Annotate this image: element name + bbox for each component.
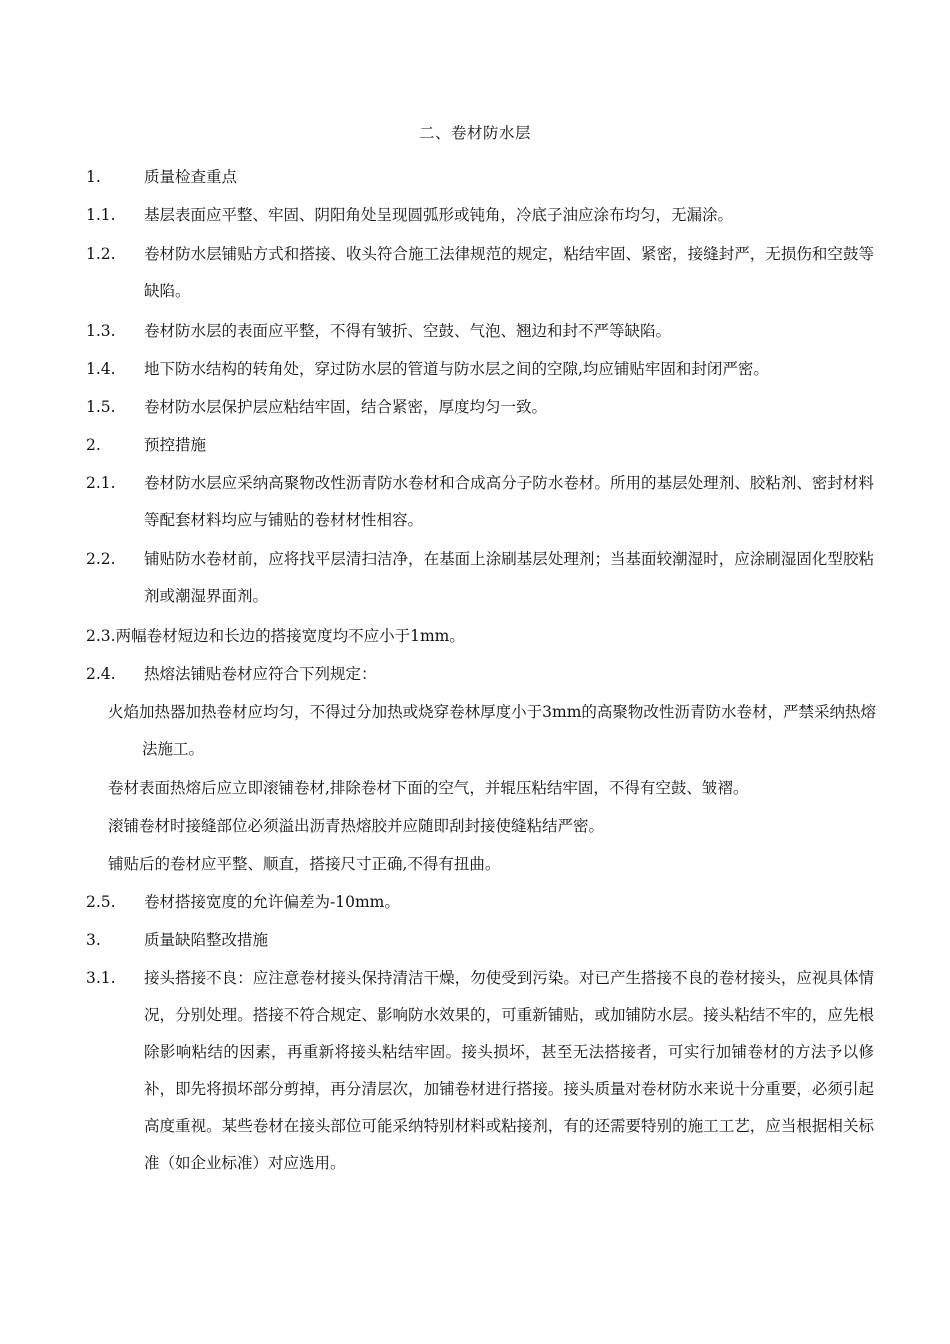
item-number: 2.2. [86, 550, 116, 568]
item-number: 1.5. [86, 398, 116, 416]
item-2-3 [86, 618, 876, 655]
item-text: 铺贴防水卷材前，应将找平层清扫洁净，在基面上涂刷基层处理剂；当基面较潮湿时，应涂刷湿固化型胶粘剂或潮湿界面剂。 [144, 550, 874, 605]
item-number: 1. [86, 168, 101, 186]
item-text: 卷材防水层铺贴方式和搭接、收头符合施工法律规范的规定，粘结牢固、紧密，接缝封严，无损伤和空鼓等缺陷。 [144, 245, 874, 300]
sub-paragraph-flatness: 铺贴后的卷材应平整、顺直，搭接尺寸正确,不得有扭曲。 [108, 855, 501, 873]
item-text: 基层表面应平整、牢固、阴阳角处呈现圆弧形或钝角，冷底子油应涂布均匀，无漏涂。 [144, 206, 734, 224]
section-title: 二、卷材防水层 [418, 124, 531, 142]
item-text: 卷材防水层的表面应平整，不得有皱折、空鼓、气泡、翘边和封不严等缺陷。 [144, 322, 672, 340]
sub-paragraph-rolling: 卷材表面热熔后应立即滚铺卷材,排除卷材下面的空气，并辊压粘结牢固，不得有空鼓、皱褶。 [108, 779, 749, 797]
item-number: 3.1. [86, 969, 116, 987]
sub-paragraph-flame-heating: 火焰加热器加热卷材应均匀，不得过分加热或烧穿卷林厚度小于3mm的高聚物改性沥青防水卷材，严禁采纳热熔法施工。 [108, 703, 876, 758]
item-text: 两幅卷材短边和长边的搭接宽度均不应小于1mm。 [115, 627, 465, 645]
item-number: 2. [86, 436, 101, 454]
item-number: 3. [86, 931, 101, 949]
item-number: 2.4. [86, 665, 116, 683]
item-number: 1.3. [86, 322, 116, 340]
item-text: 卷材防水层应采纳高聚物改性沥青防水卷材和合成高分子防水卷材。所用的基层处理剂、胶粘剂、密封材料等配套材料均应与铺贴的卷材材性相容。 [144, 474, 874, 529]
item-text: 卷材搭接宽度的允许偏差为-10mm。 [144, 893, 400, 911]
item-text: 预控措施 [144, 436, 207, 454]
item-number: 2.3. [86, 627, 116, 645]
item-number: 2.5. [86, 893, 116, 911]
item-text: 接头搭接不良：应注意卷材接头保持清洁干燥，勿使受到污染。对已产生搭接不良的卷材接头，应视具体情况，分别处理。搭接不符合规定、影响防水效果的，可重新铺贴，或加铺防水层。接头粘结不牢的，应先根除影响粘结的因素，再重新将接头粘结牢固。接头损坏，甚至无法搭接者，可实行加铺卷材的方法予以修补，即先将损坏部分剪掉，再分清层次，加铺卷材进行搭接。接头质量对卷材防水来说十分重要，必须引起高度重视。某些卷材在接头部位可能采纳特别材料或粘接剂，有的还需要特别的施工工艺，应当根据相关标准（如企业标准）对应选用。 [144, 969, 874, 1172]
item-text: 卷材防水层保护层应粘结牢固，结合紧密，厚度均匀一致。 [144, 398, 548, 416]
item-number: 1.4. [86, 360, 116, 378]
item-text: 质量检查重点 [144, 168, 238, 186]
sub-paragraph-seam: 滚铺卷材时接缝部位必须溢出沥青热熔胶并应随即刮封接使缝粘结严密。 [108, 817, 605, 835]
item-text: 质量缺陷整改措施 [144, 931, 269, 949]
item-text: 地下防水结构的转角处，穿过防水层的管道与防水层之间的空隙,均应铺贴牢固和封闭严密。 [144, 360, 769, 378]
item-number: 1.1. [86, 206, 116, 224]
item-number: 1.2. [86, 245, 116, 263]
item-text: 热熔法铺贴卷材应符合下列规定： [144, 665, 377, 683]
item-number: 2.1. [86, 474, 116, 492]
